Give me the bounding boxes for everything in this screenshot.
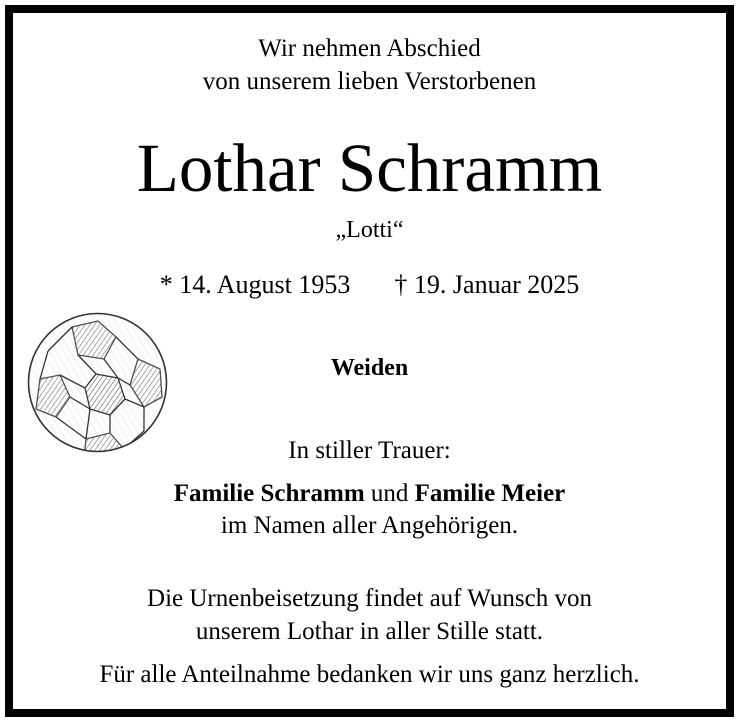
birth-date: * 14. August 1953 — [159, 270, 351, 299]
soccer-ball-icon — [26, 311, 169, 454]
burial-line-1: Die Urnenbeisetzung findet auf Wunsch von — [147, 585, 592, 612]
deceased-name: Lothar Schramm — [136, 130, 603, 206]
burial-line-2: unserem Lothar in aller Stille statt. — [195, 618, 544, 645]
life-dates — [0, 272, 739, 298]
death-date: † 19. Januar 2025 — [394, 270, 580, 299]
intro-line-1: Wir nehmen Abschied — [258, 35, 481, 62]
place-of-residence: Weiden — [330, 355, 409, 381]
family-1: Familie Schramm — [173, 480, 365, 507]
mourning-relatives: im Namen aller Angehörigen. — [220, 512, 519, 539]
thanks-line: Für alle Anteilnahme bedanken wir uns ganz herzlich. — [99, 661, 640, 688]
family-2: Familie Meier — [414, 480, 566, 507]
family-connector: und — [370, 480, 409, 507]
intro-line-2: von unserem lieben Verstorbenen — [202, 68, 537, 95]
mourning-families — [0, 481, 739, 506]
mourning-heading: In stiller Trauer: — [288, 437, 451, 464]
nickname: „Lotti“ — [335, 217, 404, 243]
